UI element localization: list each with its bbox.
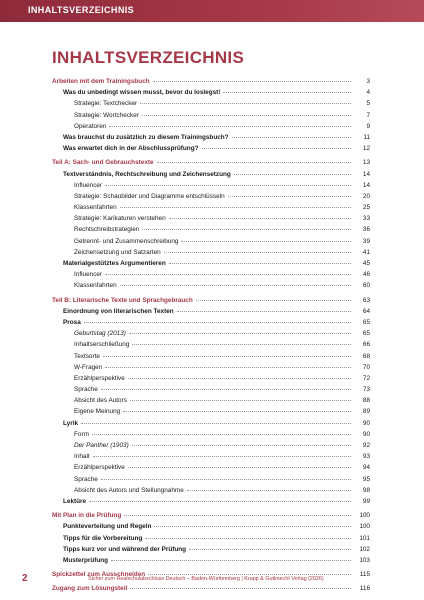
- dot-leader: [234, 168, 351, 175]
- dot-leader: [228, 190, 351, 197]
- toc-entry-title: Tipps für die Vorbereitung: [63, 534, 143, 542]
- toc-entry-title: Zeichensetzung und Satzarten: [74, 248, 161, 256]
- toc-entry-title: Teil B: Literarische Texte und Sprachgebrauch: [52, 296, 193, 304]
- dot-leader: [101, 473, 351, 480]
- toc-page-number: 45: [362, 260, 370, 267]
- dot-leader: [187, 484, 351, 491]
- dot-leader: [120, 279, 351, 286]
- toc-entry-title: Absicht des Autors: [74, 397, 127, 405]
- dot-leader: [101, 383, 351, 390]
- toc-entry-title: Rechtschreibstrategien: [74, 226, 140, 234]
- toc-page-number: 7: [366, 111, 370, 119]
- toc-entry-title: Influencer: [74, 271, 103, 279]
- dot-leader: [132, 439, 351, 446]
- toc-page-number: 14: [362, 181, 370, 189]
- dot-leader: [153, 75, 351, 82]
- toc-page-number: 70: [362, 363, 370, 371]
- toc-page-number: 115: [359, 571, 370, 579]
- toc-entry-title: Musterprüfung: [63, 556, 109, 564]
- toc-entry-title: Erzählperspektive: [74, 374, 125, 382]
- toc-page-number: 36: [362, 226, 370, 234]
- toc-page-number: 5: [366, 100, 370, 108]
- toc-page-number: 98: [362, 486, 370, 494]
- toc-entry-title: Strategie: Wortchecker: [74, 111, 139, 119]
- toc-page-number: 41: [362, 248, 370, 256]
- toc-page-number: 90: [362, 419, 370, 427]
- toc-entry-title: Lyrik: [63, 419, 79, 427]
- toc-page-number: 94: [362, 464, 370, 472]
- footer-credit: Sicher zum Realschulabschluss Deutsch – Baden-Württemberg | Krapp & Gutknecht Verlag (2026): [88, 576, 324, 582]
- toc-entry-title: Klassenfahrten: [74, 204, 117, 212]
- toc-entry-title: Strategie: Karikaturen verstehen: [74, 215, 166, 223]
- toc-page-number: 100: [359, 523, 370, 531]
- toc-entry-title: Getrennt- und Zusammenschreibung: [74, 237, 179, 245]
- toc-entry-title: Prosa: [63, 318, 81, 326]
- toc-entry-title: Spickzettel zum Ausschneiden: [52, 571, 146, 579]
- toc-entry-title: Influencer: [74, 181, 103, 189]
- dot-leader: [196, 294, 351, 301]
- toc-page-number: 25: [362, 204, 370, 212]
- dot-leader: [111, 554, 351, 561]
- dot-leader: [128, 461, 351, 468]
- dot-leader: [132, 338, 351, 345]
- toc-entry-title: Einordnung von literarischen Texten: [63, 307, 174, 315]
- toc-page-number: 99: [362, 497, 370, 505]
- dot-leader: [93, 450, 351, 457]
- toc-page-number: 65: [362, 318, 370, 326]
- dot-leader: [181, 235, 351, 242]
- toc-page-number: 116: [359, 585, 370, 593]
- toc-page-number: 92: [362, 442, 370, 449]
- toc-entry-title: Inhalt: [74, 453, 90, 461]
- dot-leader: [140, 97, 351, 104]
- dot-leader: [232, 131, 351, 138]
- toc-page-number: 90: [362, 430, 370, 438]
- toc-entry-title: Sprache: [74, 386, 98, 394]
- toc-page-number: 33: [362, 215, 370, 223]
- toc-entry-title: Geburtstag (2013): [74, 330, 126, 338]
- top-banner: [0, 0, 424, 22]
- dot-leader: [105, 361, 351, 368]
- page-number: 2: [22, 573, 28, 584]
- toc-entry-title: Was du unbedingt wissen musst, bevor du loslegst!: [63, 89, 221, 97]
- dot-leader: [154, 520, 351, 527]
- toc-entry-title: Strategie: Textchecker: [74, 100, 138, 108]
- toc-page-number: 46: [362, 271, 370, 279]
- dot-leader: [129, 327, 351, 334]
- toc-page-number: 103: [359, 556, 370, 564]
- toc-page-number: 72: [362, 374, 370, 382]
- toc-page-number: 39: [362, 237, 370, 245]
- dot-leader: [164, 246, 351, 253]
- toc-page-number: 63: [362, 296, 370, 304]
- toc-entry-title: Inhaltserschließung: [74, 341, 130, 349]
- toc-entry-title: Sprache: [74, 475, 98, 483]
- toc-entry-title: Teil A: Sach- und Gebrauchstexte: [52, 159, 154, 167]
- toc-entry-title: Mit Plan in die Prüfung: [52, 512, 122, 520]
- toc-entry-title: Klassenfahrten: [74, 282, 117, 290]
- toc-page-number: 14: [362, 170, 370, 178]
- toc-entry-title: Materialgestütztes Argumentieren: [63, 260, 166, 267]
- toc-entry-title: Tipps kurz vor und während der Prüfung: [63, 545, 187, 553]
- dot-leader: [202, 142, 351, 149]
- toc-page-number: 73: [362, 386, 370, 394]
- dot-leader: [128, 372, 351, 379]
- toc-entry-title: Was brauchst du zusätzlich zu diesem Trainingsbuch?: [63, 133, 229, 141]
- toc-entry: [52, 280, 370, 291]
- dot-leader: [105, 268, 351, 275]
- toc-entry-title: Operatoren: [74, 122, 107, 130]
- toc-page-number: 66: [362, 341, 370, 349]
- dot-leader: [105, 179, 351, 186]
- toc-entry-title: Textsorte: [74, 352, 100, 360]
- dot-leader: [92, 428, 351, 435]
- dot-leader: [130, 394, 351, 401]
- dot-leader: [142, 223, 351, 230]
- page-footer: [0, 573, 424, 587]
- toc-entry-title: Der Panther (1903): [74, 442, 129, 449]
- toc-entry-title: Strategie: Schaubilder und Diagramme entschlüsseln: [74, 192, 225, 200]
- toc-page-number: 12: [362, 145, 370, 153]
- toc-page-number: 68: [362, 352, 370, 360]
- toc-page-number: 3: [366, 78, 370, 85]
- dot-leader: [89, 495, 351, 502]
- dot-leader: [123, 405, 351, 412]
- toc-page-number: 65: [362, 330, 370, 338]
- toc-entry-title: Was erwartet dich in der Abschlussprüfung?: [63, 145, 199, 153]
- dot-leader: [120, 201, 351, 208]
- toc-page-number: 11: [363, 133, 370, 141]
- dot-leader: [189, 543, 351, 550]
- toc-page-number: 4: [366, 89, 370, 97]
- toc-page-number: 100: [359, 512, 370, 520]
- header-label: INHALTSVERZEICHNIS: [28, 5, 135, 15]
- toc-page-number: 101: [359, 534, 370, 542]
- toc-entry-title: Form: [74, 430, 89, 438]
- page-title: INHALTSVERZEICHNIS: [52, 48, 245, 67]
- toc-page-number: 102: [359, 545, 370, 553]
- dot-leader: [142, 109, 351, 116]
- toc-page-number: 9: [366, 122, 370, 130]
- dot-leader: [223, 86, 351, 93]
- table-of-contents: [52, 76, 370, 594]
- toc-chapter: [52, 555, 370, 566]
- dot-leader: [145, 532, 351, 539]
- toc-entry-title: W-Fragen: [74, 363, 103, 371]
- dot-leader: [169, 212, 351, 219]
- toc-entry-title: Erzählperspektive: [74, 464, 125, 472]
- dot-leader: [177, 305, 351, 312]
- toc-page-number: 89: [362, 408, 370, 416]
- toc-chapter: [52, 143, 370, 154]
- dot-leader: [169, 257, 351, 264]
- toc-chapter: [52, 496, 370, 507]
- dot-leader: [84, 316, 351, 323]
- dot-leader: [103, 350, 351, 357]
- dot-leader: [109, 120, 351, 127]
- toc-entry-title: Textverständnis, Rechtschreibung und Zeichensetzung: [63, 170, 231, 178]
- toc-page-number: 95: [362, 475, 370, 483]
- dot-leader: [157, 156, 351, 163]
- toc-page-number: 88: [362, 397, 370, 405]
- toc-page-number: 64: [362, 307, 370, 315]
- toc-entry-title: Arbeiten mit dem Trainingsbuch: [52, 78, 150, 85]
- dot-leader: [124, 509, 351, 516]
- toc-entry-title: Eigene Meinung: [74, 408, 121, 416]
- toc-page-number: 20: [362, 192, 370, 200]
- toc-entry-title: Zugang zum Lösungsteil: [52, 585, 128, 593]
- toc-entry-title: Punkteverteilung und Regeln: [63, 523, 152, 531]
- toc-page-number: 93: [362, 453, 370, 461]
- dot-leader: [81, 417, 351, 424]
- toc-entry-title: Lektüre: [63, 497, 87, 505]
- toc-entry-title: Absicht des Autors und Stellungnahme: [74, 486, 184, 494]
- toc-page-number: 13: [362, 159, 370, 167]
- toc-page-number: 60: [362, 282, 370, 290]
